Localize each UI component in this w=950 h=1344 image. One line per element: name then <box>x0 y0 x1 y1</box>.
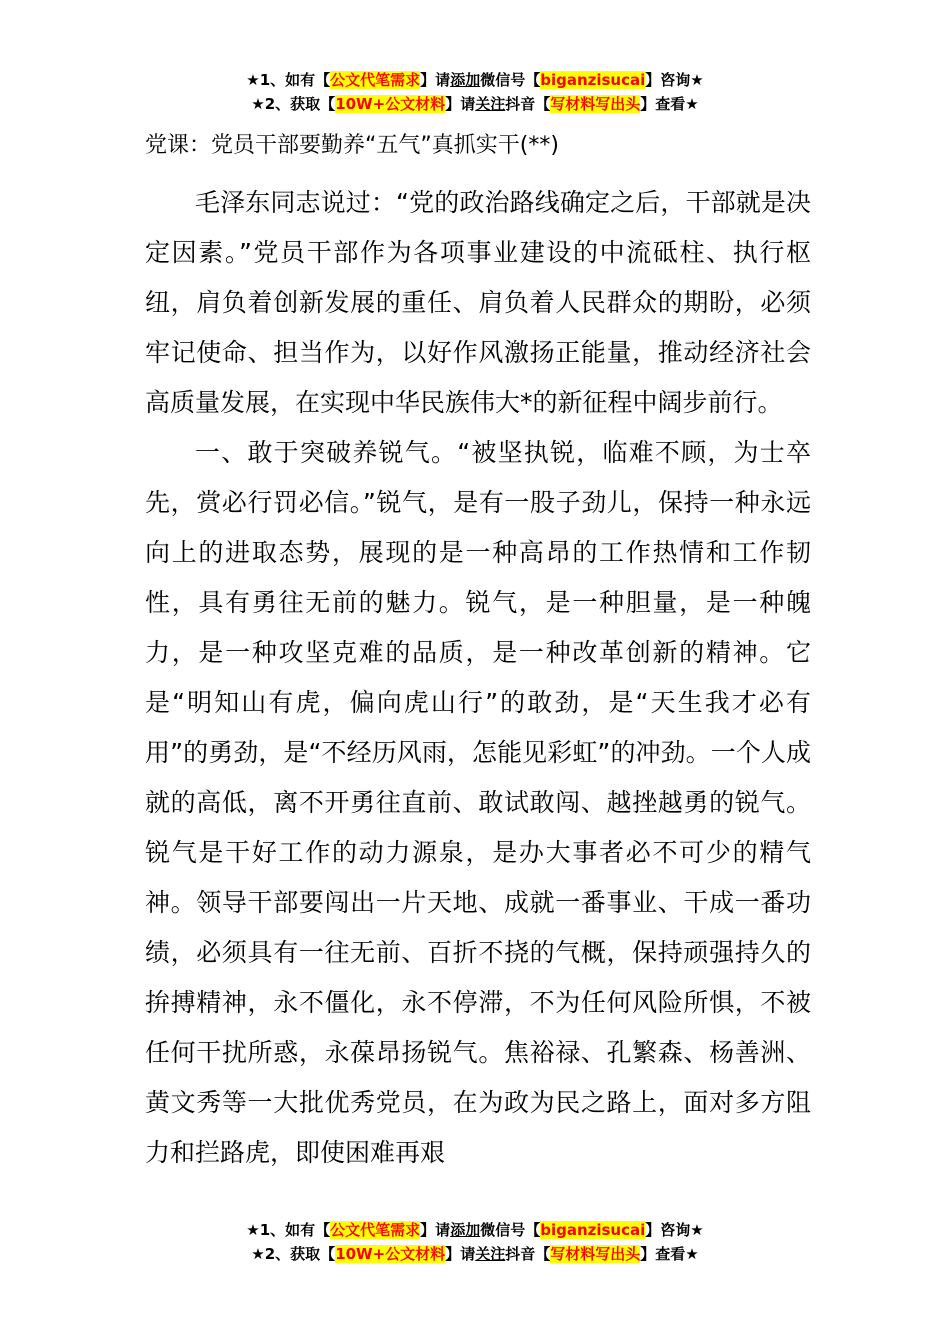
banner-text: 抖音【 <box>505 1245 551 1263</box>
banner-underline: 关注 <box>475 1245 506 1263</box>
banner-highlight: 公文代笔需求 <box>330 1221 421 1239</box>
banner-text: 】查看★ <box>640 95 699 113</box>
banner-highlight: 10W+公文材料 <box>335 1245 446 1263</box>
footer-banner <box>0 1218 950 1266</box>
banner-highlight: 10W+公文材料 <box>335 95 446 113</box>
banner-text: ★1、如有【 <box>246 1221 331 1239</box>
banner-text: ★2、获取【 <box>251 1245 336 1263</box>
banner-text: 】请 <box>445 95 476 113</box>
paragraph: 一、敢于突破养锐气。“被坚执锐，临难不顾，为士卒先，赏必行罚必信。”锐气，是有一股子劲儿，保持一种永远向上的进取态势，展现的是一种高昂的工作热情和工作韧性，具有勇往无前的魅力。锐气，是一种胆量，是一种魄力，是一种攻坚克难的品质，是一种改革创新的精神。它是“明知山有虎，偏向虎山行”的敢劲，是“天生我才必有用”的勇劲，是“不经历风雨，怎能见彩虹”的冲劲。一个人成就的高低，离不开勇往直前、敢试敢闯、越挫越勇的锐气。锐气是干好工作的动力源泉，是办大事者必不可少的精气神。领导干部要闯出一片天地、成就一番事业、干成一番功绩，必须具有一往无前、百折不挠的气概，保持顽强持久的拚搏精神，永不僵化，永不停滞，不为任何风险所惧，不被任何干扰所惑，永葆昂扬锐气。焦裕禄、孔繁森、杨善洲、黄文秀等一大批优秀党员，在为政为民之路上，面对多方阻力和拦路虎，即使困难再艰 <box>145 438 811 1167</box>
banner-underline: 添加 <box>450 1221 481 1239</box>
banner-line-2 <box>0 1242 950 1266</box>
banner-highlight: 写材料写出头 <box>550 1245 641 1263</box>
document-title: 党课：党员干部要勤养“五气”真抓实干(**) <box>145 133 559 158</box>
document-body <box>145 128 811 1178</box>
banner-highlight: biganzisucai <box>540 71 646 89</box>
banner-underline: 添加 <box>450 71 481 89</box>
banner-text: 】查看★ <box>640 1245 699 1263</box>
banner-text: 抖音【 <box>505 95 551 113</box>
banner-text: 】请 <box>420 71 451 89</box>
banner-text: 】咨询★ <box>645 1221 704 1239</box>
banner-line-1 <box>0 1218 950 1242</box>
paragraph: 毛泽东同志说过：“党的政治路线确定之后，干部就是决定因素。”党员干部作为各项事业建设的中流砥柱、执行枢纽，肩负着创新发展的重任、肩负着人民群众的期盼，必须牢记使命、担当作为，以好作风激扬正能量，推动经济社会高质量发展，在实现中华民族伟大*的新征程中阔步前行。 <box>145 188 811 417</box>
banner-text: ★1、如有【 <box>246 71 331 89</box>
banner-text: ★2、获取【 <box>251 95 336 113</box>
banner-text: 】咨询★ <box>645 71 704 89</box>
banner-text: 】请 <box>445 1245 476 1263</box>
banner-highlight: 写材料写出头 <box>550 95 641 113</box>
banner-line-1 <box>0 68 950 92</box>
header-banner <box>0 68 950 116</box>
banner-highlight: 公文代笔需求 <box>330 71 421 89</box>
banner-highlight: biganzisucai <box>540 1221 646 1239</box>
banner-text: 微信号【 <box>480 1221 541 1239</box>
banner-line-2 <box>0 92 950 116</box>
banner-text: 微信号【 <box>480 71 541 89</box>
banner-text: 】请 <box>420 1221 451 1239</box>
banner-underline: 关注 <box>475 95 506 113</box>
